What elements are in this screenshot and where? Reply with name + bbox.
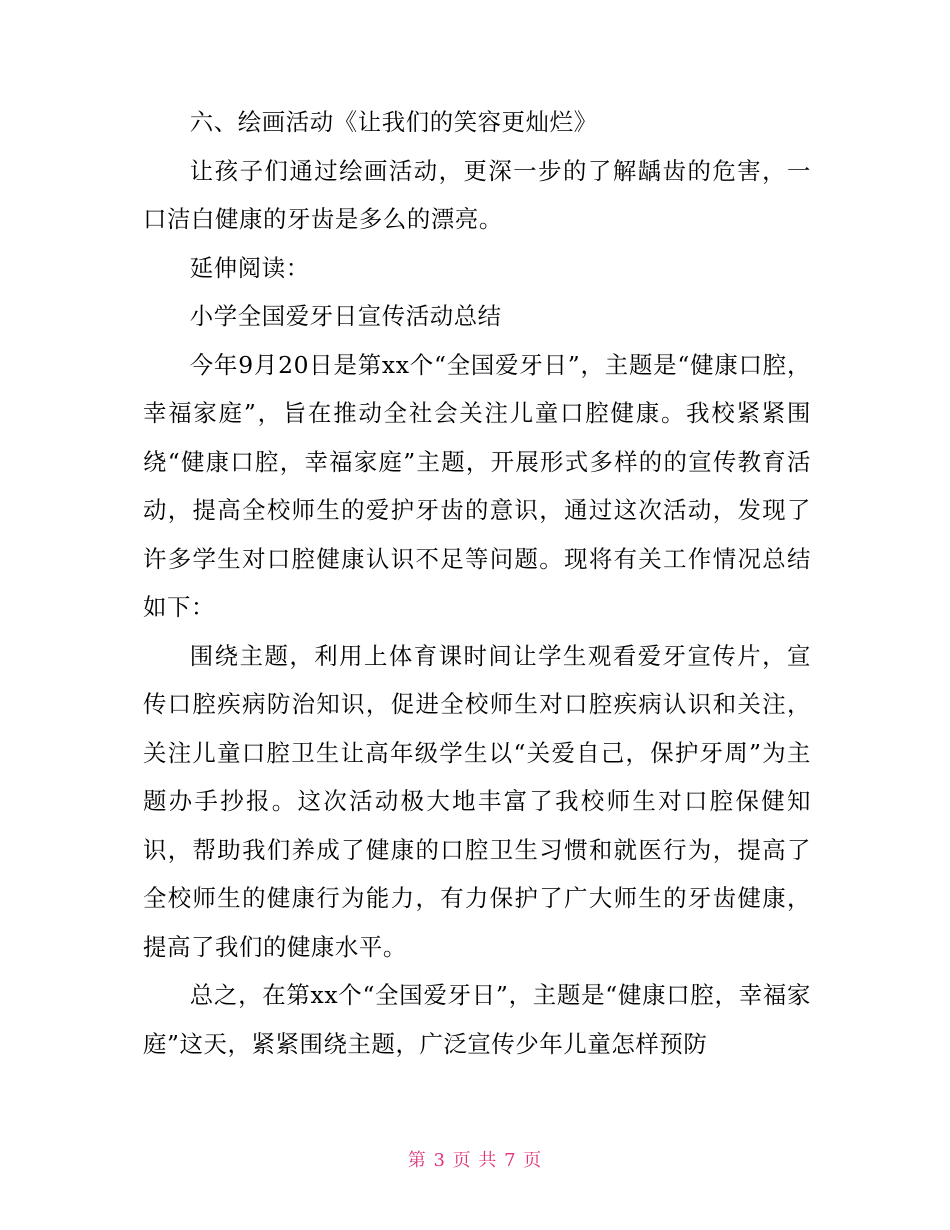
paragraph-introduction: 今年9月20日是第xx个“全国爱牙日”，主题是“健康口腔，幸福家庭”，旨在推动全社会关注儿童口腔健康。我校紧紧围绕“健康口腔，幸福家庭”主题，开展形式多样的的宣传教育活动，提高全校师生的爱护牙齿的意识，通过这次活动，发现了许多学生对口腔健康认识不足等问题。现将有关工作情况总结如下：	[143, 350, 811, 621]
article-title: 小学全国爱牙日宣传活动总结	[189, 302, 502, 330]
page-number-footer: 第 3 页 共 7 页	[407, 1150, 543, 1171]
document-body	[143, 98, 811, 1068]
paragraph-activities: 围绕主题，利用上体育课时间让学生观看爱牙宣传片，宣传口腔疾病防治知识，促进全校师生对口腔疾病认识和关注，关注儿童口腔卫生让高年级学生以“关爱自己，保护牙周”为主题办手抄报。这次活动极大地丰富了我校师生对口腔保健知识，帮助我们养成了健康的口腔卫生习惯和就医行为，提高了全校师生的健康行为能力，有力保护了广大师生的牙齿健康，提高了我们的健康水平。	[143, 641, 811, 961]
paragraph-conclusion: 总之，在第xx个“全国爱牙日”，主题是“健康口腔，幸福家庭”这天，紧紧围绕主题，广泛宣传少年儿童怎样预防	[143, 981, 811, 1058]
extended-reading-label: 延伸阅读：	[189, 253, 310, 282]
section-heading-drawing-activity: 六、绘画活动《让我们的笑容更灿烂》	[189, 108, 598, 136]
paragraph-drawing-description: 让孩子们通过绘画活动，更深一步的了解龋齿的危害，一口洁白健康的牙齿是多么的漂亮。	[143, 156, 811, 233]
